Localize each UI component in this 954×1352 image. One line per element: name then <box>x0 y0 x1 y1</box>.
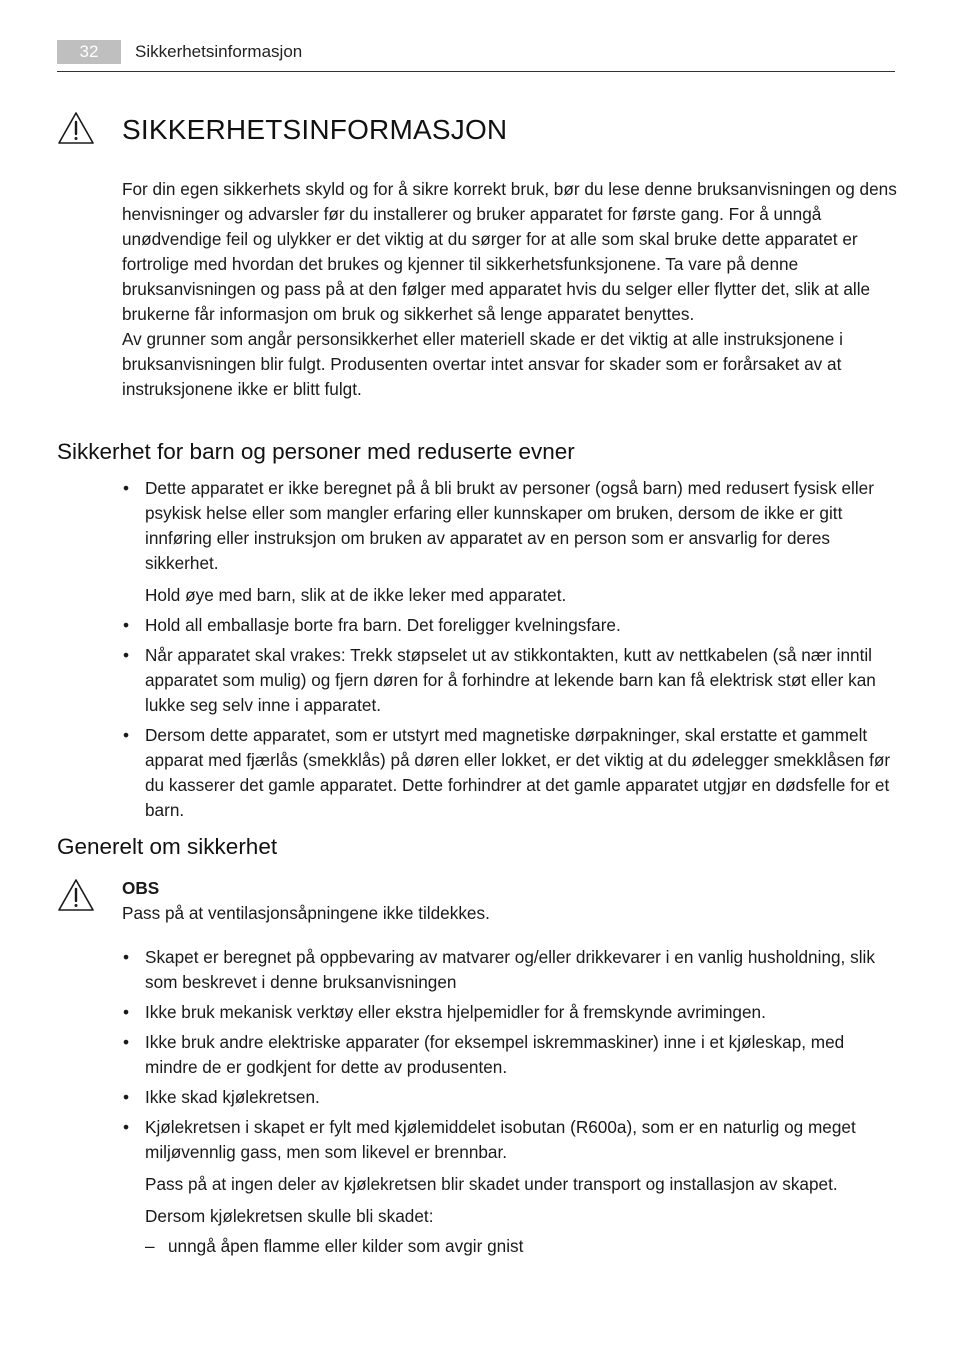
bullet-icon: • <box>123 1117 130 1137</box>
list-item-text: Skapet er beregnet på oppbevaring av matvarer og/eller drikkevarer i en vanlig husholdning, slik som beskrevet i denne bruksanvisningen <box>145 947 875 992</box>
list-item-text: Ikke bruk mekanisk verktøy eller ekstra hjelpemidler for å fremskynde avrimingen. <box>145 1002 766 1022</box>
bullet-icon: • <box>123 725 130 745</box>
notice-label: OBS <box>122 878 160 898</box>
bullet-icon: • <box>123 1032 130 1052</box>
bullet-icon: • <box>123 1087 130 1107</box>
list-item <box>122 1115 894 1259</box>
list-item <box>122 1030 894 1080</box>
bullet-icon: • <box>123 1002 130 1022</box>
list-item <box>122 613 894 638</box>
list-item-text: Ikke skad kjølekretsen. <box>145 1087 320 1107</box>
page-number: 32 <box>57 40 121 64</box>
list-item-text: Når apparatet skal vrakes: Trekk støpselet ut av stikkontakten, kutt av nettkabelen (så nær inntil apparatet som mulig) og fjern døren for å forhindre at lekende barn kan få elektrisk støt eller kan lukke seg selv inne i apparatet. <box>145 645 876 715</box>
dash-icon: – <box>145 1236 155 1256</box>
bullet-icon: • <box>123 947 130 967</box>
list-item-text: Hold all emballasje borte fra barn. Det foreligger kvelningsfare. <box>145 615 621 635</box>
dash-list-item <box>145 1234 894 1259</box>
list-item-subtext: Hold øye med barn, slik at de ikke leker med apparatet. <box>145 585 567 605</box>
bullet-icon: • <box>123 615 130 635</box>
bullet-icon: • <box>123 478 130 498</box>
page-header <box>57 40 895 72</box>
list-item <box>122 1000 894 1025</box>
list-item-text: Kjølekretsen i skapet er fylt med kjølemiddelet isobutan (R600a), som er en naturlig og meget miljøvennlig gass, men som likevel er brennbar. <box>145 1117 856 1162</box>
list-item-text: Dette apparatet er ikke beregnet på å bli brukt av personer (også barn) med redusert fysisk eller psykisk helse eller som mangler erfaring eller kunnskaper om bruken, dersom de ikke er gitt innføring eller instruksjon om bruken av apparatet av en person som er ansvarlig for deres sikkerhet. <box>145 478 874 573</box>
general-safety-list <box>122 945 894 1264</box>
list-item-subtext: Pass på at ingen deler av kjølekretsen blir skadet under transport og installasjon av skapet. <box>145 1174 838 1194</box>
intro-text <box>122 177 900 402</box>
intro-paragraph: Av grunner som angår personsikkerhet eller materiell skade er det viktig at alle instruksjonene i bruksanvisningen blir fulgt. Produsenten overtar intet ansvar for skader som er forårsaket av at instruksjonene ikke er blitt fulgt. <box>122 329 843 399</box>
children-safety-list <box>122 476 894 828</box>
page-title: SIKKERHETSINFORMASJON <box>122 114 508 145</box>
intro-paragraph: For din egen sikkerhets skyld og for å sikre korrekt bruk, bør du lese denne bruksanvisningen og dens henvisninger og advarsler før du installerer og bruker apparatet for første gang. For å unngå unødvendige feil og ulykker er det viktig at du sørger for at alle som skal bruke dette apparatet er fortrolige med hvordan det brukes og kjenner til sikkerhetsfunksjonene. Ta vare på denne bruksanvisningen og pass på at den følger med apparatet hvis du selger eller flytter det, slik at alle brukerne får informasjon om bruk og sikkerhet så lenge apparatet benyttes. <box>122 179 897 324</box>
warning-triangle-icon <box>57 111 95 147</box>
list-item <box>122 723 894 823</box>
section-title-children-safety: Sikkerhet for barn og personer med reduserte evner <box>57 439 575 464</box>
bullet-icon: • <box>123 645 130 665</box>
list-item <box>122 643 894 718</box>
list-item-text: Ikke bruk andre elektriske apparater (for eksempel iskremmaskiner) inne i et kjøleskap, med mindre de er godkjent for dette av produsenten. <box>145 1032 845 1077</box>
header-title: Sikkerhetsinformasjon <box>135 42 303 61</box>
list-item-subtext: Dersom kjølekretsen skulle bli skadet: <box>145 1206 434 1226</box>
notice-text: Pass på at ventilasjonsåpningene ikke tildekkes. <box>122 903 490 923</box>
list-item <box>122 945 894 995</box>
list-item <box>122 1085 894 1110</box>
dash-item-text: unngå åpen flamme eller kilder som avgir gnist <box>168 1236 524 1256</box>
list-item <box>122 476 894 608</box>
section-title-general-safety: Generelt om sikkerhet <box>57 834 278 859</box>
warning-triangle-icon <box>57 878 95 914</box>
list-item-text: Dersom dette apparatet, som er utstyrt med magnetiske dørpakninger, skal erstatte et gammelt apparat med fjærlås (smekklås) på døren eller lokket, er det viktig at du ødelegger smekklåsen før du kasserer det gamle apparatet. Dette forhindrer at det gamle apparatet utgjør en dødsfelle for et barn. <box>145 725 891 820</box>
